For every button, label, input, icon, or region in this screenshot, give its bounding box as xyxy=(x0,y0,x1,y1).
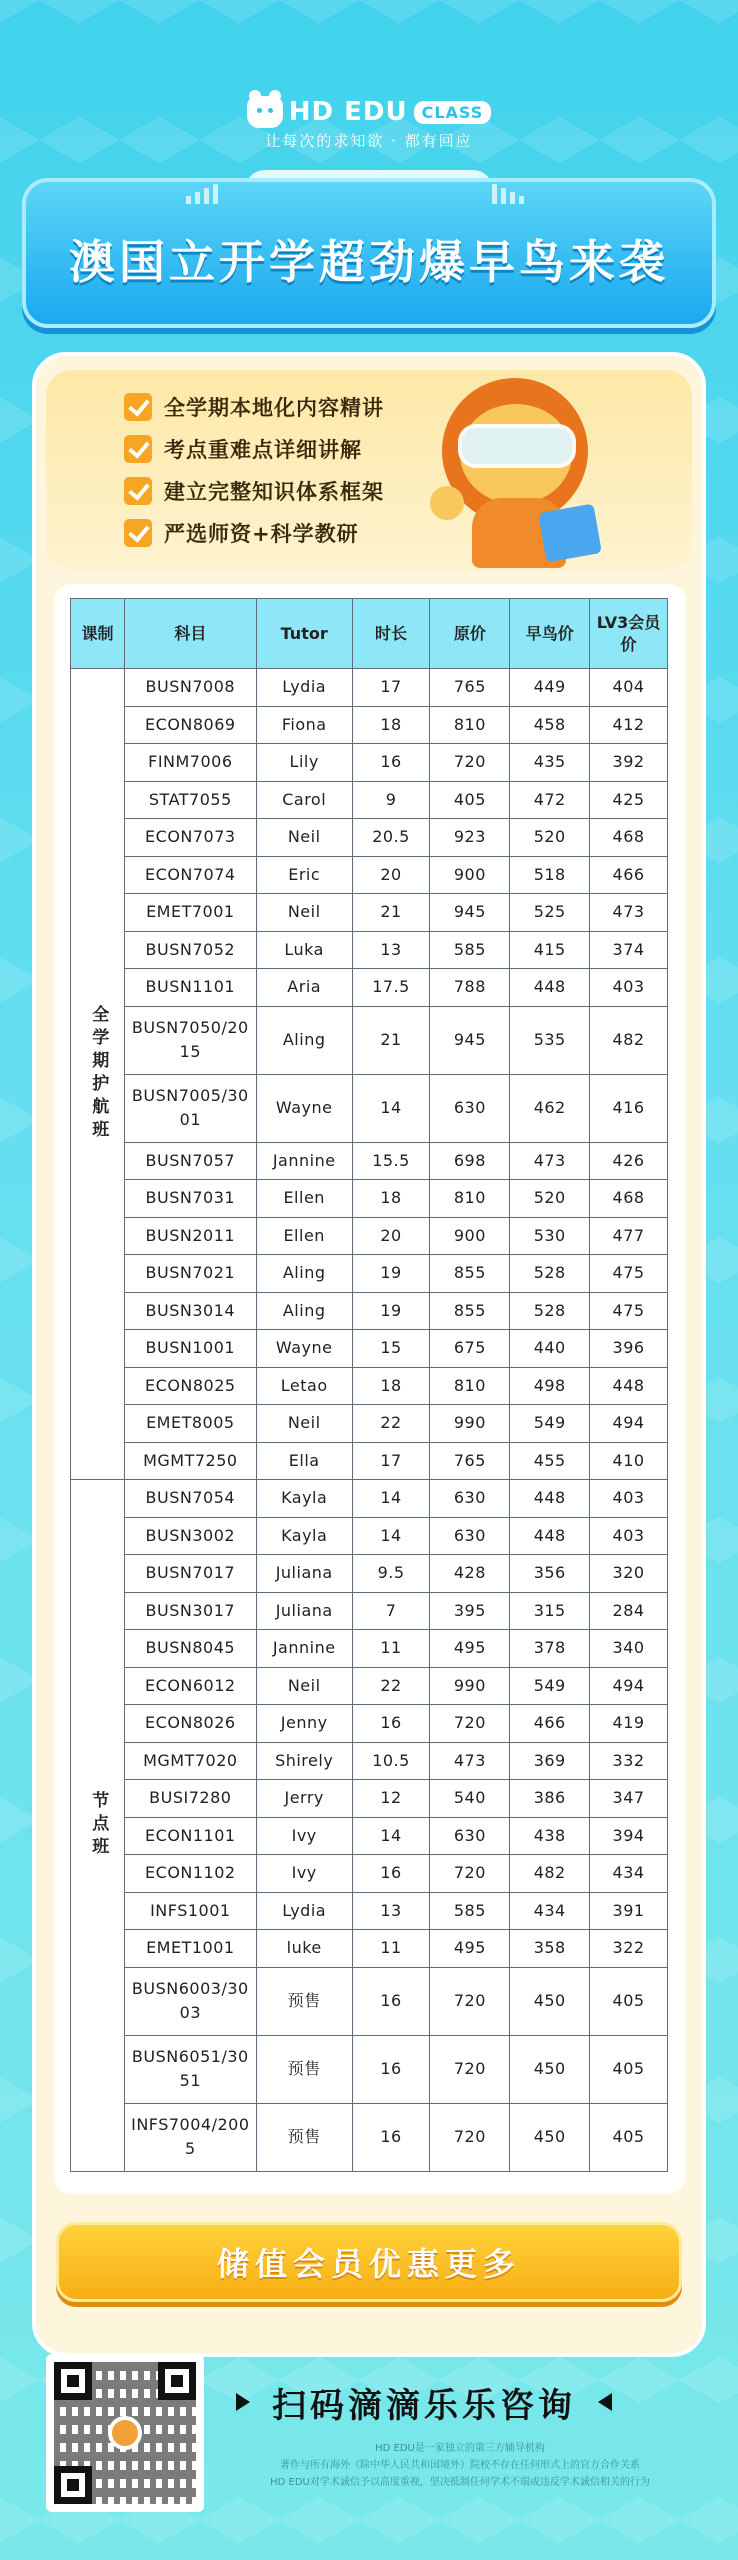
duration-cell: 12 xyxy=(352,1780,430,1818)
tutor-cell: Luka xyxy=(256,931,352,969)
tutor-cell: Jannine xyxy=(256,1630,352,1668)
early-bird-price-cell: 435 xyxy=(510,744,590,782)
subject-cell: INFS7004/2005 xyxy=(124,2103,256,2171)
arrow-left-icon xyxy=(598,2393,612,2411)
lv3-price-cell: 396 xyxy=(590,1330,668,1368)
duration-cell: 9.5 xyxy=(352,1555,430,1593)
early-bird-price-cell: 450 xyxy=(510,1967,590,2035)
early-bird-price-cell: 369 xyxy=(510,1742,590,1780)
original-price-cell: 428 xyxy=(430,1555,510,1593)
header-cell: 时长 xyxy=(352,599,430,669)
subject-cell: BUSN6003/3003 xyxy=(124,1967,256,2035)
original-price-cell: 720 xyxy=(430,2035,510,2103)
early-bird-price-cell: 458 xyxy=(510,706,590,744)
table-row xyxy=(71,1006,668,1074)
lv3-price-cell: 394 xyxy=(590,1817,668,1855)
subject-cell: BUSN6051/3051 xyxy=(124,2035,256,2103)
table-row xyxy=(71,1180,668,1218)
table-row xyxy=(71,1592,668,1630)
title-banner xyxy=(22,178,716,328)
table-row xyxy=(71,819,668,857)
early-bird-price-cell: 455 xyxy=(510,1442,590,1480)
tutor-cell: Neil xyxy=(256,819,352,857)
tutor-cell: Jannine xyxy=(256,1142,352,1180)
tutor-cell: Aling xyxy=(256,1006,352,1074)
subject-cell: ECON1101 xyxy=(124,1817,256,1855)
table-row xyxy=(71,1967,668,2035)
subject-cell: BUSN7017 xyxy=(124,1555,256,1593)
footer-note: HD EDU是一家独立的第三方辅导机构 xyxy=(375,2443,545,2454)
mascot-avatar-icon xyxy=(108,2416,142,2450)
duration-cell: 16 xyxy=(352,2035,430,2103)
subject-cell: BUSN7008 xyxy=(124,669,256,707)
subject-cell: BUSN3014 xyxy=(124,1292,256,1330)
duration-cell: 7 xyxy=(352,1592,430,1630)
table-row xyxy=(71,1817,668,1855)
tutor-cell: Ivy xyxy=(256,1817,352,1855)
original-price-cell: 990 xyxy=(430,1667,510,1705)
tutor-cell: Ella xyxy=(256,1442,352,1480)
early-bird-price-cell: 462 xyxy=(510,1074,590,1142)
tutor-cell: Kayla xyxy=(256,1517,352,1555)
table-header-row xyxy=(71,599,668,669)
early-bird-price-cell: 498 xyxy=(510,1367,590,1405)
duration-cell: 21 xyxy=(352,894,430,932)
table-row xyxy=(71,1442,668,1480)
lv3-price-cell: 473 xyxy=(590,894,668,932)
subject-cell: BUSN7021 xyxy=(124,1255,256,1293)
lv3-price-cell: 468 xyxy=(590,1180,668,1218)
original-price-cell: 720 xyxy=(430,1705,510,1743)
subject-cell: ECON8069 xyxy=(124,706,256,744)
early-bird-price-cell: 449 xyxy=(510,669,590,707)
logo-badge: CLASS xyxy=(414,101,492,124)
duration-cell: 11 xyxy=(352,1630,430,1668)
duration-cell: 20.5 xyxy=(352,819,430,857)
original-price-cell: 900 xyxy=(430,1217,510,1255)
original-price-cell: 585 xyxy=(430,1892,510,1930)
course-type-cell: 节点班 xyxy=(71,1480,125,2172)
lv3-price-cell: 374 xyxy=(590,931,668,969)
duration-cell: 22 xyxy=(352,1405,430,1443)
duration-cell: 20 xyxy=(352,856,430,894)
original-price-cell: 675 xyxy=(430,1330,510,1368)
original-price-cell: 495 xyxy=(430,1630,510,1668)
table-row xyxy=(71,669,668,707)
early-bird-price-cell: 535 xyxy=(510,1006,590,1074)
lv3-price-cell: 404 xyxy=(590,669,668,707)
subject-cell: BUSN3017 xyxy=(124,1592,256,1630)
table-row xyxy=(71,969,668,1007)
subject-cell: BUSN3002 xyxy=(124,1517,256,1555)
table-row xyxy=(71,1142,668,1180)
lv3-price-cell: 416 xyxy=(590,1074,668,1142)
tutor-cell: Wayne xyxy=(256,1074,352,1142)
table-row xyxy=(71,1330,668,1368)
subject-cell: BUSN1001 xyxy=(124,1330,256,1368)
footer-notes xyxy=(220,2440,700,2491)
feature-item xyxy=(124,386,384,428)
early-bird-price-cell: 315 xyxy=(510,1592,590,1630)
lv3-price-cell: 475 xyxy=(590,1255,668,1293)
duration-cell: 17 xyxy=(352,1442,430,1480)
original-price-cell: 630 xyxy=(430,1817,510,1855)
original-price-cell: 765 xyxy=(430,1442,510,1480)
check-icon xyxy=(124,519,152,547)
subject-cell: ECON7073 xyxy=(124,819,256,857)
subject-cell: MGMT7020 xyxy=(124,1742,256,1780)
lv3-price-cell: 320 xyxy=(590,1555,668,1593)
duration-cell: 13 xyxy=(352,1892,430,1930)
subject-cell: STAT7055 xyxy=(124,781,256,819)
duration-cell: 18 xyxy=(352,706,430,744)
feature-item xyxy=(124,470,384,512)
tutor-cell: Juliana xyxy=(256,1592,352,1630)
lv3-price-cell: 347 xyxy=(590,1780,668,1818)
tutor-cell: Neil xyxy=(256,1667,352,1705)
table-row xyxy=(71,1742,668,1780)
original-price-cell: 540 xyxy=(430,1780,510,1818)
header-cell: LV3会员价 xyxy=(590,599,668,669)
subject-cell: ECON1102 xyxy=(124,1855,256,1893)
early-bird-price-cell: 448 xyxy=(510,1517,590,1555)
lv3-price-cell: 403 xyxy=(590,1480,668,1518)
subject-cell: BUSN2011 xyxy=(124,1217,256,1255)
subject-cell: ECON8026 xyxy=(124,1705,256,1743)
duration-cell: 16 xyxy=(352,1855,430,1893)
table-row xyxy=(71,1855,668,1893)
original-price-cell: 945 xyxy=(430,894,510,932)
subject-cell: ECON6012 xyxy=(124,1667,256,1705)
table-row xyxy=(71,1255,668,1293)
duration-cell: 11 xyxy=(352,1930,430,1968)
lv3-price-cell: 425 xyxy=(590,781,668,819)
original-price-cell: 923 xyxy=(430,819,510,857)
member-offer-label: 储值会员优惠更多 xyxy=(216,2245,521,2283)
lv3-price-cell: 477 xyxy=(590,1217,668,1255)
tagline: 让每次的求知欲 · 都有回应 xyxy=(265,132,473,150)
table-row xyxy=(71,1217,668,1255)
duration-cell: 20 xyxy=(352,1217,430,1255)
table-row xyxy=(71,856,668,894)
tutor-cell: Juliana xyxy=(256,1555,352,1593)
check-icon xyxy=(124,393,152,421)
table-row xyxy=(71,781,668,819)
original-price-cell: 945 xyxy=(430,1006,510,1074)
header-cell: 早鸟价 xyxy=(510,599,590,669)
early-bird-price-cell: 549 xyxy=(510,1667,590,1705)
tutor-cell: Lydia xyxy=(256,669,352,707)
tutor-cell: Jenny xyxy=(256,1705,352,1743)
signal-bars-icon xyxy=(492,182,552,204)
feature-label: 考点重难点详细讲解 xyxy=(164,438,362,462)
early-bird-price-cell: 528 xyxy=(510,1255,590,1293)
original-price-cell: 473 xyxy=(430,1742,510,1780)
subject-cell: BUSN7050/2015 xyxy=(124,1006,256,1074)
bear-logo-icon xyxy=(247,96,283,128)
tutor-cell: Letao xyxy=(256,1367,352,1405)
duration-cell: 14 xyxy=(352,1074,430,1142)
original-price-cell: 765 xyxy=(430,669,510,707)
duration-cell: 10.5 xyxy=(352,1742,430,1780)
tutor-cell: Fiona xyxy=(256,706,352,744)
duration-cell: 13 xyxy=(352,931,430,969)
early-bird-price-cell: 448 xyxy=(510,969,590,1007)
lv3-price-cell: 405 xyxy=(590,2035,668,2103)
header-cell: 课制 xyxy=(71,599,125,669)
early-bird-price-cell: 415 xyxy=(510,931,590,969)
early-bird-price-cell: 482 xyxy=(510,1855,590,1893)
duration-cell: 18 xyxy=(352,1180,430,1218)
early-bird-price-cell: 518 xyxy=(510,856,590,894)
early-bird-price-cell: 450 xyxy=(510,2035,590,2103)
original-price-cell: 395 xyxy=(430,1592,510,1630)
original-price-cell: 495 xyxy=(430,1930,510,1968)
early-bird-price-cell: 358 xyxy=(510,1930,590,1968)
duration-cell: 22 xyxy=(352,1667,430,1705)
scan-prompt xyxy=(236,2378,696,2426)
table-row xyxy=(71,1480,668,1518)
duration-cell: 9 xyxy=(352,781,430,819)
original-price-cell: 630 xyxy=(430,1517,510,1555)
page-title: 澳国立开学超劲爆早鸟来袭 xyxy=(69,235,669,289)
original-price-cell: 698 xyxy=(430,1142,510,1180)
lv3-price-cell: 494 xyxy=(590,1667,668,1705)
lv3-price-cell: 475 xyxy=(590,1292,668,1330)
tutor-cell: 预售 xyxy=(256,2103,352,2171)
feature-label: 严选师资+科学教研 xyxy=(164,522,359,546)
subject-cell: MGMT7250 xyxy=(124,1442,256,1480)
tutor-cell: Ellen xyxy=(256,1217,352,1255)
table-row xyxy=(71,1405,668,1443)
early-bird-price-cell: 434 xyxy=(510,1892,590,1930)
table-row xyxy=(71,1892,668,1930)
duration-cell: 19 xyxy=(352,1292,430,1330)
tutor-cell: Lydia xyxy=(256,1892,352,1930)
logo-text: HD EDU xyxy=(288,97,408,127)
lv3-price-cell: 405 xyxy=(590,2103,668,2171)
header-cell: 科目 xyxy=(124,599,256,669)
original-price-cell: 810 xyxy=(430,706,510,744)
lv3-price-cell: 434 xyxy=(590,1855,668,1893)
original-price-cell: 855 xyxy=(430,1292,510,1330)
header-cell: 原价 xyxy=(430,599,510,669)
original-price-cell: 810 xyxy=(430,1367,510,1405)
course-type-cell: 全学期护航班 xyxy=(71,669,125,1480)
lv3-price-cell: 405 xyxy=(590,1967,668,2035)
early-bird-price-cell: 530 xyxy=(510,1217,590,1255)
subject-cell: BUSN7005/3001 xyxy=(124,1074,256,1142)
arrow-right-icon xyxy=(236,2393,250,2411)
original-price-cell: 720 xyxy=(430,744,510,782)
subject-cell: ECON8025 xyxy=(124,1367,256,1405)
duration-cell: 18 xyxy=(352,1367,430,1405)
signal-bars-icon xyxy=(186,182,246,204)
lv3-price-cell: 403 xyxy=(590,969,668,1007)
subject-cell: INFS1001 xyxy=(124,1892,256,1930)
duration-cell: 19 xyxy=(352,1255,430,1293)
early-bird-price-cell: 525 xyxy=(510,894,590,932)
subject-cell: BUSN1101 xyxy=(124,969,256,1007)
tutor-cell: luke xyxy=(256,1930,352,1968)
feature-item xyxy=(124,512,384,554)
early-bird-price-cell: 440 xyxy=(510,1330,590,1368)
duration-cell: 17.5 xyxy=(352,969,430,1007)
early-bird-price-cell: 450 xyxy=(510,2103,590,2171)
table-row xyxy=(71,1780,668,1818)
original-price-cell: 720 xyxy=(430,1967,510,2035)
table-row xyxy=(71,1705,668,1743)
tutor-cell: Aling xyxy=(256,1255,352,1293)
duration-cell: 15 xyxy=(352,1330,430,1368)
original-price-cell: 720 xyxy=(430,2103,510,2171)
lion-mascot-icon xyxy=(420,378,630,568)
lv3-price-cell: 410 xyxy=(590,1442,668,1480)
footer-note: 著作与所有海外（除中华人民共和国境外）院校不存在任何形式上的官方合作关系 xyxy=(280,2460,640,2471)
duration-cell: 16 xyxy=(352,1705,430,1743)
subject-cell: ECON7074 xyxy=(124,856,256,894)
table-row xyxy=(71,744,668,782)
table-row xyxy=(71,2103,668,2171)
lv3-price-cell: 468 xyxy=(590,819,668,857)
tutor-cell: Wayne xyxy=(256,1330,352,1368)
tutor-cell: Kayla xyxy=(256,1480,352,1518)
early-bird-price-cell: 473 xyxy=(510,1142,590,1180)
subject-cell: EMET8005 xyxy=(124,1405,256,1443)
tutor-cell: Eric xyxy=(256,856,352,894)
early-bird-price-cell: 386 xyxy=(510,1780,590,1818)
lv3-price-cell: 448 xyxy=(590,1367,668,1405)
subject-cell: BUSN7057 xyxy=(124,1142,256,1180)
brand-logo xyxy=(0,92,738,132)
table-row xyxy=(71,1517,668,1555)
lv3-price-cell: 322 xyxy=(590,1930,668,1968)
original-price-cell: 630 xyxy=(430,1074,510,1142)
tutor-cell: Ellen xyxy=(256,1180,352,1218)
lv3-price-cell: 284 xyxy=(590,1592,668,1630)
table-row xyxy=(71,706,668,744)
original-price-cell: 810 xyxy=(430,1180,510,1218)
early-bird-price-cell: 438 xyxy=(510,1817,590,1855)
duration-cell: 17 xyxy=(352,669,430,707)
table-row xyxy=(71,1074,668,1142)
duration-cell: 16 xyxy=(352,744,430,782)
table-row xyxy=(71,1555,668,1593)
table-row xyxy=(71,1630,668,1668)
early-bird-price-cell: 466 xyxy=(510,1705,590,1743)
lv3-price-cell: 419 xyxy=(590,1705,668,1743)
original-price-cell: 585 xyxy=(430,931,510,969)
table-row xyxy=(71,894,668,932)
duration-cell: 14 xyxy=(352,1480,430,1518)
lv3-price-cell: 340 xyxy=(590,1630,668,1668)
table-row xyxy=(71,1367,668,1405)
subject-cell: BUSI7280 xyxy=(124,1780,256,1818)
table-row xyxy=(71,1930,668,1968)
early-bird-price-cell: 528 xyxy=(510,1292,590,1330)
feature-list xyxy=(124,386,384,554)
early-bird-price-cell: 549 xyxy=(510,1405,590,1443)
lv3-price-cell: 392 xyxy=(590,744,668,782)
subject-cell: EMET7001 xyxy=(124,894,256,932)
early-bird-price-cell: 448 xyxy=(510,1480,590,1518)
original-price-cell: 900 xyxy=(430,856,510,894)
subject-cell: BUSN7054 xyxy=(124,1480,256,1518)
tutor-cell: Neil xyxy=(256,1405,352,1443)
lv3-price-cell: 332 xyxy=(590,1742,668,1780)
price-table xyxy=(70,598,668,2172)
check-icon xyxy=(124,435,152,463)
lv3-price-cell: 412 xyxy=(590,706,668,744)
footer-note: HD EDU对学术诚信予以高度重视，坚决抵制任何学术不端或违反学术诚信相关的行为 xyxy=(270,2477,650,2488)
feature-label: 建立完整知识体系框架 xyxy=(164,480,384,504)
tutor-cell: 预售 xyxy=(256,2035,352,2103)
original-price-cell: 788 xyxy=(430,969,510,1007)
early-bird-price-cell: 520 xyxy=(510,819,590,857)
duration-cell: 14 xyxy=(352,1517,430,1555)
lv3-price-cell: 482 xyxy=(590,1006,668,1074)
scan-text: 扫码滴滴乐乐咨询 xyxy=(272,2385,576,2426)
original-price-cell: 990 xyxy=(430,1405,510,1443)
table-row xyxy=(71,1667,668,1705)
subject-cell: FINM7006 xyxy=(124,744,256,782)
check-icon xyxy=(124,477,152,505)
duration-cell: 16 xyxy=(352,2103,430,2171)
early-bird-price-cell: 356 xyxy=(510,1555,590,1593)
duration-cell: 14 xyxy=(352,1817,430,1855)
table-row xyxy=(71,2035,668,2103)
subject-cell: BUSN7031 xyxy=(124,1180,256,1218)
lv3-price-cell: 466 xyxy=(590,856,668,894)
lv3-price-cell: 403 xyxy=(590,1517,668,1555)
tutor-cell: Aling xyxy=(256,1292,352,1330)
header-cell: Tutor xyxy=(256,599,352,669)
original-price-cell: 405 xyxy=(430,781,510,819)
table-row xyxy=(71,1292,668,1330)
early-bird-price-cell: 378 xyxy=(510,1630,590,1668)
member-offer-button[interactable] xyxy=(56,2222,682,2302)
qr-code xyxy=(46,2354,204,2512)
duration-cell: 16 xyxy=(352,1967,430,2035)
original-price-cell: 855 xyxy=(430,1255,510,1293)
lv3-price-cell: 391 xyxy=(590,1892,668,1930)
tutor-cell: Neil xyxy=(256,894,352,932)
table-row xyxy=(71,931,668,969)
original-price-cell: 630 xyxy=(430,1480,510,1518)
feature-item xyxy=(124,428,384,470)
lv3-price-cell: 426 xyxy=(590,1142,668,1180)
subject-cell: EMET1001 xyxy=(124,1930,256,1968)
lv3-price-cell: 494 xyxy=(590,1405,668,1443)
early-bird-price-cell: 472 xyxy=(510,781,590,819)
tutor-cell: Shirely xyxy=(256,1742,352,1780)
feature-label: 全学期本地化内容精讲 xyxy=(164,396,384,420)
duration-cell: 15.5 xyxy=(352,1142,430,1180)
original-price-cell: 720 xyxy=(430,1855,510,1893)
tutor-cell: Lily xyxy=(256,744,352,782)
duration-cell: 21 xyxy=(352,1006,430,1074)
tutor-cell: 预售 xyxy=(256,1967,352,2035)
tutor-cell: Ivy xyxy=(256,1855,352,1893)
subject-cell: BUSN7052 xyxy=(124,931,256,969)
early-bird-price-cell: 520 xyxy=(510,1180,590,1218)
subject-cell: BUSN8045 xyxy=(124,1630,256,1668)
tutor-cell: Carol xyxy=(256,781,352,819)
tutor-cell: Aria xyxy=(256,969,352,1007)
tutor-cell: Jerry xyxy=(256,1780,352,1818)
